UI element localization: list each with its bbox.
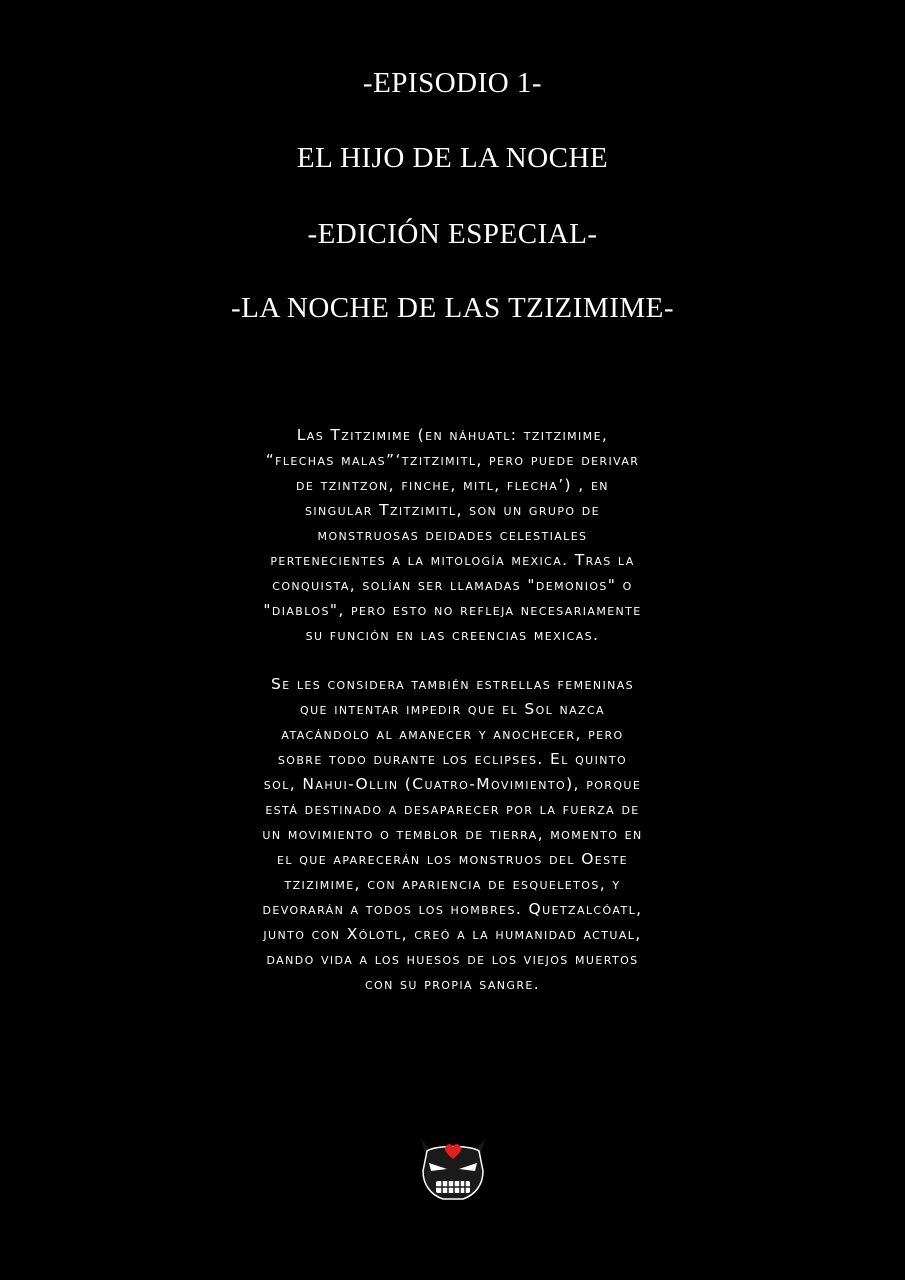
text-line: con su propia sangre. bbox=[364, 975, 541, 993]
episode-title: -EPISODIO 1- bbox=[362, 67, 543, 99]
text-line: devorarán a todos los hombres. Quetzalcóatl, bbox=[262, 900, 643, 918]
text-line: sol, Nahui-Ollin (Cuatro-Movimiento), porque bbox=[263, 775, 642, 793]
text-line: pertenecientes a la mitología mexica. Tras la bbox=[270, 551, 635, 569]
episode-name: EL HIJO DE LA NOCHE bbox=[296, 142, 609, 174]
text-line: su función en las creencias mexicas. bbox=[305, 626, 600, 644]
text-line: el que aparecerán los monstruos del Oeste bbox=[277, 850, 628, 868]
text-line: singular Tzitzimitl, son un grupo de bbox=[305, 501, 600, 519]
subtitle: -LA NOCHE DE LAS TZIZIMIME- bbox=[230, 292, 675, 324]
text-line: que intentar impedir que el Sol nazca bbox=[300, 700, 605, 718]
text-line: conquista, solían ser llamadas "demonios" o bbox=[272, 576, 633, 594]
paragraph-tzitzimime-definition bbox=[195, 423, 710, 648]
text-line: Las Tzitzimime (en náhuatl: tzitzimime, bbox=[296, 426, 609, 444]
demon-mask-icon bbox=[417, 1137, 489, 1203]
text-line: atacándolo al amanecer y anochecer, pero bbox=[281, 725, 624, 743]
text-line: de tzintzon, finche, mitl, flecha’) , en bbox=[296, 476, 609, 494]
text-line: sobre todo durante los eclipses. El quinto bbox=[277, 750, 628, 768]
text-line: está destinado a desaparecer por la fuerza de bbox=[265, 800, 640, 818]
text-line: monstruosas deidades celestiales bbox=[317, 526, 588, 544]
text-line: "diablos", pero esto no refleja necesariamente bbox=[263, 601, 642, 619]
text-line: dando vida a los huesos de los viejos muertos bbox=[266, 950, 639, 968]
text-line: Se les considera también estrellas femeninas bbox=[270, 675, 635, 693]
edition-label: -EDICIÓN ESPECIAL- bbox=[307, 218, 598, 250]
paragraph-tzitzimime-myth bbox=[195, 672, 710, 997]
text-line: tzizimime, con apariencia de esqueletos, y bbox=[284, 875, 621, 893]
text-line: un movimiento o temblor de tierra, momento en bbox=[262, 825, 643, 843]
text-line: “flechas malas”‘tzitzimitl, pero puede derivar bbox=[265, 451, 640, 469]
text-line: junto con Xólotl, creó a la humanidad actual, bbox=[263, 925, 642, 943]
